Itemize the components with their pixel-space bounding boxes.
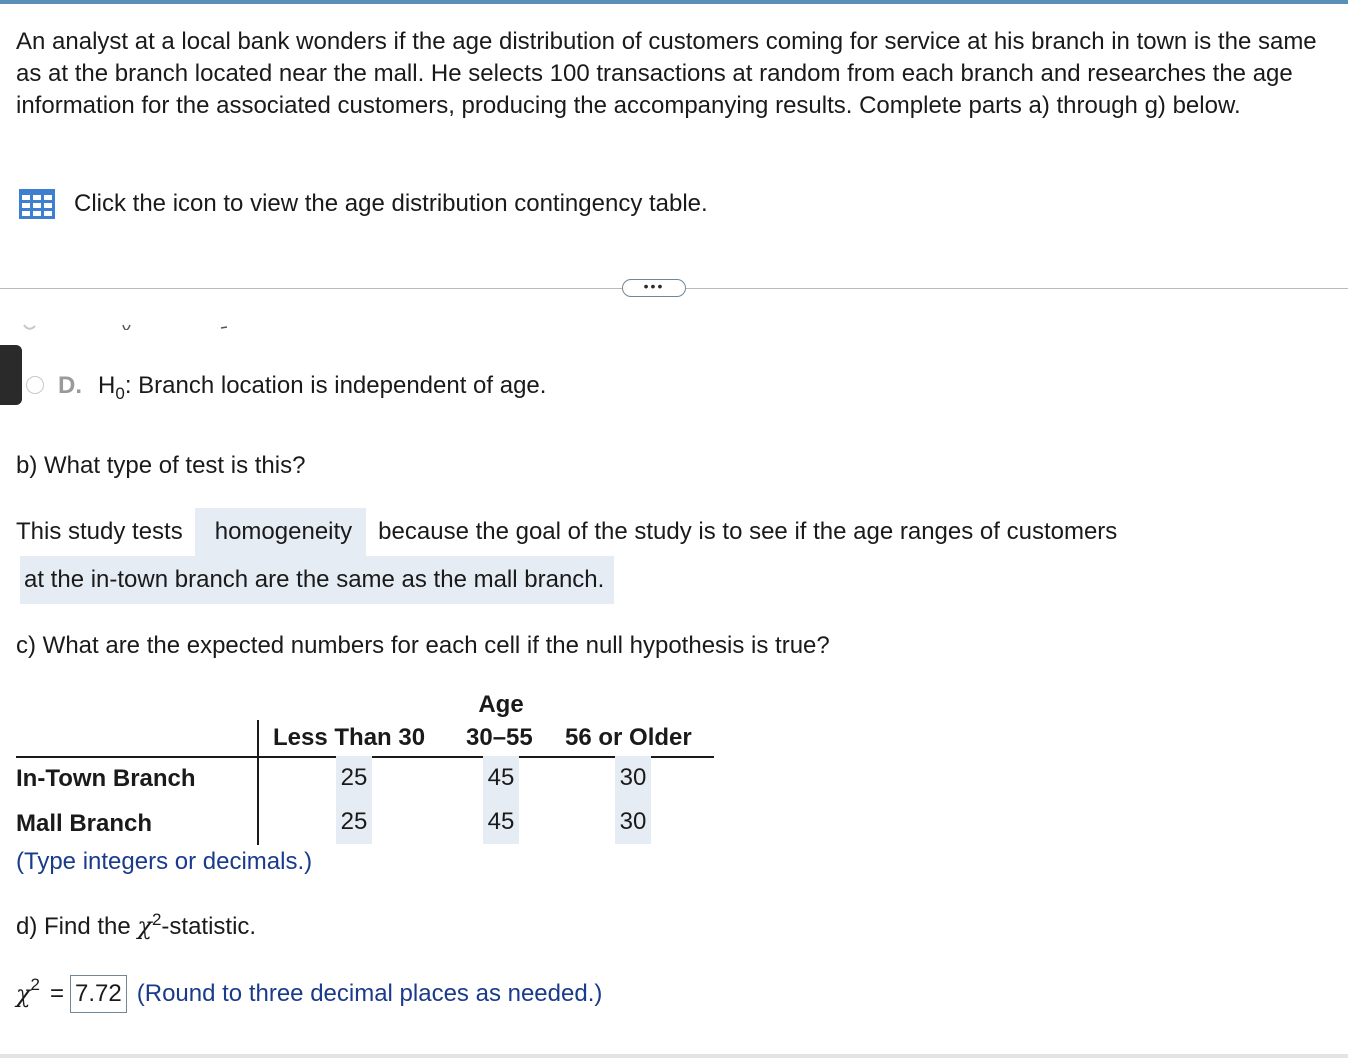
- cell-mall-30-55[interactable]: 45: [483, 800, 519, 844]
- option-d-sub: 0: [115, 383, 125, 403]
- table-grid-icon[interactable]: [18, 188, 56, 220]
- side-panel-tab[interactable]: [0, 345, 22, 405]
- option-d-h: H: [98, 372, 116, 399]
- cell-mall-56-or-older[interactable]: 30: [615, 800, 651, 844]
- option-d-text: : Branch location is independent of age.: [124, 372, 547, 399]
- part-b-reason-select[interactable]: at the in-town branch are the same as the mall branch.: [20, 556, 614, 604]
- clipped-text-remnant-2: [218, 316, 232, 330]
- expand-more-button[interactable]: •••: [622, 279, 686, 297]
- cell-in-town-56-or-older[interactable]: 30: [615, 756, 651, 800]
- row-header-in-town: In-Town Branch: [16, 765, 196, 792]
- part-c-question: c) What are the expected numbers for each cell if the null hypothesis is true?: [16, 632, 830, 659]
- part-b-lead: This study tests: [16, 518, 183, 545]
- table-row-rule: [257, 720, 259, 845]
- cell-mall-less-than-30[interactable]: 25: [336, 800, 372, 844]
- part-d-hint: (Round to three decimal places as needed.): [136, 980, 603, 1007]
- chi-sup: 2: [30, 975, 41, 994]
- table-group-title: Age: [478, 691, 524, 718]
- cell-in-town-less-than-30[interactable]: 25: [336, 756, 372, 800]
- part-b-answer-line: [16, 508, 1117, 556]
- part-c-hint: (Type integers or decimals.): [16, 848, 313, 875]
- view-table-link[interactable]: [18, 188, 708, 220]
- bottom-rule: [0, 1054, 1348, 1058]
- top-accent-bar: [0, 0, 1348, 4]
- part-b-test-type-select[interactable]: homogeneity: [195, 508, 366, 556]
- part-d-question-suffix: -statistic.: [161, 913, 257, 940]
- option-d-letter: D.: [58, 372, 82, 399]
- chi-square-input[interactable]: 7.72: [70, 975, 127, 1013]
- chi-symbol: χ: [16, 980, 31, 1008]
- option-d-radio[interactable]: [26, 376, 44, 394]
- part-b-question: b) What type of test is this?: [16, 452, 306, 479]
- clipped-radio-remnant: [22, 316, 36, 330]
- view-table-link-text[interactable]: Click the icon to view the age distribution contingency table.: [74, 190, 708, 217]
- part-d-question-sup: 2: [151, 910, 162, 929]
- part-d-question: [16, 910, 256, 945]
- col-header-30-55: 30–55: [466, 724, 533, 751]
- equals-sign: =: [50, 980, 65, 1007]
- problem-statement: An analyst at a local bank wonders if the age distribution of customers coming for service at his branch in town is the same as at the branch located near the mall. He selects 100 transactions at random from each branch and researches the age information for the associated customers, producing the accompanying results. Complete parts a) through g) below.: [16, 28, 1317, 119]
- option-d[interactable]: [58, 370, 546, 410]
- part-d-question-prefix: d) Find the: [16, 913, 138, 940]
- row-header-mall: Mall Branch: [16, 810, 153, 837]
- cell-in-town-30-55[interactable]: 45: [483, 756, 519, 800]
- part-b-middle: because the goal of the study is to see if the age ranges of customers: [378, 518, 1118, 545]
- col-header-56-or-older: 56 or Older: [565, 724, 692, 751]
- col-header-less-than-30: Less Than 30: [273, 724, 426, 751]
- part-d-question-symbol: χ: [137, 912, 152, 940]
- part-d-answer-line: [16, 975, 602, 1013]
- clipped-text-remnant: [120, 316, 134, 330]
